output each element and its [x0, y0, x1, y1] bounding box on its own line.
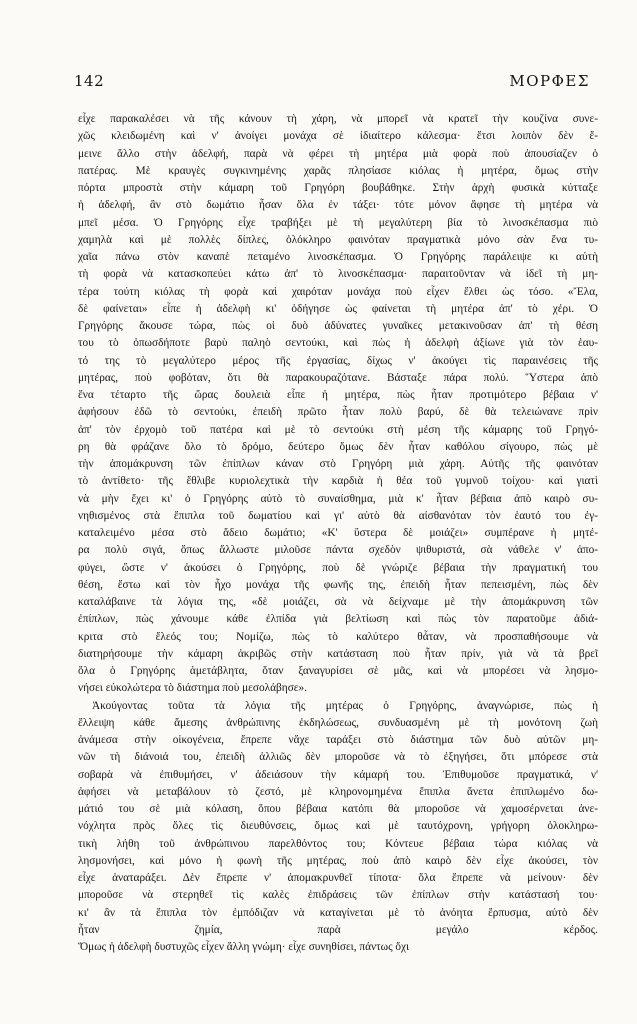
text-line: τὸ ἀντίθετο· τῆς ἔθλιβε κυριολεχτικὰ τὴν καρδιὰ ἡ θέα τοῦ γυμνοῦ τοίχου· καὶ γιατὶ: [78, 475, 598, 488]
text-line: ἕνα τέταρτο τῆς ὥρας δουλειὰ εἶπε ἡ μητέρα, πὼς ἦταν προτιμότερο βέβαια ν': [78, 389, 598, 401]
text-line: νηθισμένος στὰ ἔπιπλα τοῦ δωματίου καὶ γι' αὐτὸ θὰ αἰσθανόταν τὸν ἑαυτό του ἐγ-: [78, 509, 598, 522]
text-line: ρα πολὺ σιγά, ὅπως ἄλλωστε μιλοῦσε πάντα σχεδὸν ψιθυριστά, σὰ νάθελε ν' ἀπο-: [78, 544, 598, 557]
text-line: ἀφήσουν ἐδῶ τὸ σεντούκι, ἐπειδὴ πρῶτο ἦταν πολὺ βαρύ, δὲ θὰ τελειώνανε πρὶν: [78, 406, 598, 419]
text-line: Γρηγόρης ἄκουσε τώρα, πὼς οἱ δυὸ ἀδύνατες γυναῖκες μετακινοῦσαν ἀπ' τὴ θέση: [78, 320, 598, 332]
text-line: μποροῦσε νὰ στερηθεῖ τὶς καλὲς ἐπιδράσεις τῶν ἐπίπλων στὴν κατάστασή του·: [78, 889, 598, 902]
text-line: χῶς κλειδωμένη καὶ ν' ἀνοίγει μονάχα σὲ ἰδιαίτερο κάλεσμα· ἔτσι λοιπὸν δὲν ἔ-: [78, 130, 598, 143]
text-line: ρη θὰ φράζανε ὅλο τὸ δρόμο, δεύτερο ὅμως δὲν ἦταν καθόλου σίγουρο, πὼς μὲ: [78, 440, 598, 453]
text-line: σοβαρὰ νὰ ἐπιθυμήσει, ν' ἀδειάσουν τὴν κάμαρή του. Ἐπιθυμοῦσε πραγματικά, ν': [78, 768, 598, 781]
text-line: ὅλα ὁ Γρηγόρης ἀμετάβλητα, ὅταν ξαναγυρίσει σὲ μᾶς, καὶ νὰ μπορέσει νὰ λησμο-: [78, 665, 598, 677]
text-line: ἔλλειψη κάθε ἄμεσης ἀνθρώπινης ἐκδηλώσεως, συνδυασμένη μὲ τὴ μονότονη ζωὴ: [78, 716, 598, 729]
running-title: ΜΟΡΦΕΣ: [509, 72, 590, 90]
text-line: νήσει εὐκολώτερα τὸ διάστημα ποὺ μεσολάβησε».: [78, 682, 308, 695]
text-line: δὲ φαίνεται» εἶπε ἡ ἀδελφὴ κι' ὁδήγησε ὡς φαίνεται τὴ μητέρα ἀπ' τὸ χέρι. Ὁ: [78, 302, 598, 315]
text-line: καταλάβαινε τὰ λόγια της, «δὲ μοιάζει, σὰ νὰ δείχναμε μὲ τὴν ἀπομάκρυνση τῶν: [78, 596, 598, 608]
text-line: διατηρήσουμε τὴν κάμαρη ἀκριβῶς στὴν κατάσταση ποὺ ἦταν πρίν, γιὰ νὰ τὰ βρεῖ: [78, 647, 598, 660]
text-line: μπεῖ μέσα. Ὁ Γρηγόρης εἶχε τραβήξει μὲ τὴ μεγαλύτερη βία τὸ λινοσκέπασμα πιὸ: [78, 216, 598, 229]
text-line: τὴν ἀπομάκρυνση τῶν ἐπίπλων κάναν στὸ Γρηγόρη μιὰ χάρη. Αὐτῆς τῆς φαινόταν: [78, 458, 598, 470]
text-line: μεινε ἄλλο στὴν ἀδελφή, παρὰ νὰ φέρει τὴ μητέρα μιὰ φορὰ ποὺ ἀπουσίαζεν ὁ: [78, 147, 598, 160]
text-line: ἦταν ζημία, παρὰ μεγάλο κέρδος.: [78, 923, 598, 936]
text-line: μάτιό του σὲ μιὰ κόλαση, ὅπου βέβαια κατόπι θὰ μποροῦσε νὰ χαμοσέρνεται ἀνε-: [78, 803, 598, 815]
text-line: ἀφήσει νὰ μεταβάλουν τὸ ζεστό, μὲ κληρονομημένα ἔπιπλα ἄνετα ἐπιπλωμένο δω-: [78, 785, 598, 798]
text-line: ἐπίπλων, πὼς χάνουμε κάθε ἐλπίδα γιὰ βελτίωση καὶ πὼς τὸν παρατοῦμε ἀδιά-: [78, 613, 598, 626]
text-line: πόρτα μπροστὰ στὴν κάμαρη τοῦ Γρηγόρη βουβάθηκε. Στὴν ἀρχὴ φυσικὰ κύτταξε: [78, 182, 598, 194]
body-text: [78, 111, 598, 956]
text-line: χαμηλὰ καὶ μὲ πολλὲς δίπλες, ὁλόκληρο φαινόταν πραγματικὰ μόνο σὰν ἕνα τυ-: [78, 233, 598, 246]
text-line: κριτα στὸ ἔλεός του; Νομίζω, πὼς τὸ καλύτερο θἆταν, νὰ προσπαθήσουμε νὰ: [78, 630, 598, 643]
text-line: φύγει, ὥστε ν' ἀκούσει ὁ Γρηγόρης, ποὺ δὲ γνώριζε βέβαια τὴν πραγματική του: [78, 561, 598, 574]
text-line: λησμονήσει, καὶ μόνο ἡ φωνὴ τῆς μητέρας, ποὺ ἀπὸ καιρὸ δὲν εἶχε ἀκούσει, τὸν: [78, 854, 598, 867]
text-line: κι' ἂν τὰ ἔπιπλα τὸν ἐμπόδιζαν νὰ καταγίνεται μὲ τὸ ἀνόητα ἕρπυσμα, αὐτὸ δὲν: [78, 906, 598, 919]
text-line: Ὅμως ἡ ἀδελφὴ δυστυχῶς εἶχεν ἄλλη γνώμη· εἶχε συνηθίσει, πάντως ὄχι: [78, 941, 410, 953]
page-header: [74, 72, 590, 94]
text-line: ἀπ' τὸν ἐρχομὸ τοῦ πατέρα καὶ μὲ τὸ σεντούκι στὴ μέση τῆς κάμαρης τοῦ Γρηγό-: [78, 423, 598, 436]
text-line: εἶχε ἀναταράξει. Δὲν ἔπρεπε ν' ἀπομακρυνθεῖ τίποτα· ὅλα ἔπρεπε νὰ μείνουν· δὲν: [78, 872, 598, 884]
text-line: θέση, ἔστω καὶ τὸν ἦχο μονάχα τῆς φωνῆς της, ἐπειδὴ ἦταν πεπεισμένη, πὼς δὲν: [78, 578, 598, 591]
text-line: εἶχε παρακαλέσει νὰ τῆς κάνουν τὴ χάρη, νὰ μπορεῖ νὰ κρατεῖ τὴν κουζίνα συνε-: [78, 113, 598, 125]
text-line: τὴ φορὰ νὰ κατασκοπεύει κάτω ἀπ' τὸ λινοσκέπασμα· παραιτοῦνταν νὰ ἰδεῖ τὴ μη-: [78, 268, 598, 281]
text-line: πατέρας. Μὲ κραυγὲς συγκινημένης χαρᾶς πλησίασε κιόλας ἡ μητέρα, ὅμως στὴν: [78, 164, 598, 177]
text-line: καταλειμένο μέσα στὸ ἄδειο δωμάτιο; «Κ' ὕστερα δὲ μοιάζει» συμπέρανε ἡ μητέ-: [78, 527, 598, 539]
text-line: νῶν τὴ διάνοιά του, ἐπειδὴ ἀλλιῶς δὲν μποροῦσε νὰ τὸ ἐξηγήσει, ὅτι μπόρεσε στὰ: [78, 751, 598, 764]
text-line: νόχλητα πρὸς ὅλες τὶς διευθύνσεις, ὅμως καὶ μὲ ταυτόχρονη, γρήγορη ὁλοκληρω-: [78, 820, 598, 833]
text-line: τό της τὸ μεγαλύτερο μέρος τῆς ἐργασίας, δίχως ν' ἀκούγει τὶς παραινέσεις τῆς: [78, 354, 598, 367]
text-line: χαῖα πάνω στὸν καναπὲ πεταμένο λινοσκέπασμα. Ὁ Γρηγόρης παράλειψε κι αὐτὴ: [78, 251, 598, 263]
text-line: μητέρας, ποὺ φοβόταν, ὅτι θὰ παρακουραζότανε. Βάσταξε πάρα πολύ. Ὕστερα ἀπὸ: [78, 371, 598, 384]
text-line: τικὴ λήθη τοῦ ἀνθρώπινου παρελθόντος του; Κόντευε βέβαια τώρα κιόλας νὰ: [78, 837, 598, 850]
text-line: νὰ μὴν ἔχει κι' ὁ Γρηγόρης αὐτὸ τὸ συναίσθημα, μιὰ κ' ἦταν βέβαια ἀπὸ καιρὸ συ-: [78, 492, 598, 505]
text-line: ἀνάμεσα στὴν οἰκογένεια, ἔπρεπε νἄχε ταράξει στὸ διάστημα τῶν δυὸ αὐτῶν μη-: [78, 734, 598, 746]
text-line: ἡ ἀδελφή, ἂν στὸ δωμάτιο ἦσαν ὅλα ἐν τάξει· τότε μόνον ἄφησε τὴ μητέρα νὰ: [78, 199, 598, 212]
text-line: τέρα τούτη κιόλας τὴ φορὰ καὶ χαιρόταν μονάχα ποὺ εἶχεν ἔλθει ὡς τόσο. «Ἔλα,: [78, 285, 598, 298]
text-line: του τὸ ὁπωσδήποτε βαρὺ παληὸ σεντούκι, καὶ πὼς ἡ ἀδελφὴ ἀξίωνε γιὰ τὸν ἑαυ-: [78, 337, 598, 350]
page-number: 142: [74, 72, 105, 90]
text-line: Ἀκούγοντας τοῦτα τὰ λόγια τῆς μητέρας ὁ Γρηγόρης, ἀναγνώρισε, πὼς ἡ: [92, 699, 598, 712]
